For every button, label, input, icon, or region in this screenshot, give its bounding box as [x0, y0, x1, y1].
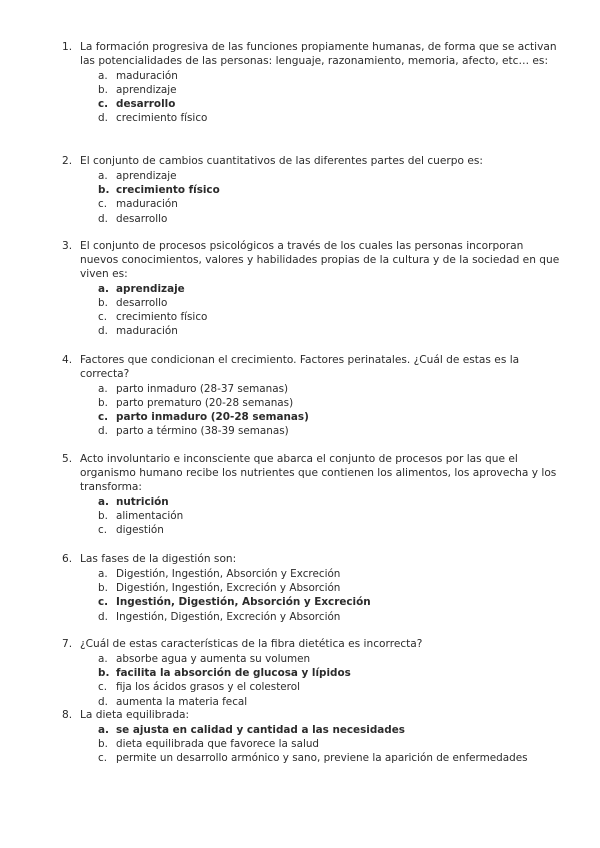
option-a [98, 495, 562, 509]
option-letter: d. [98, 112, 108, 125]
option-text: aprendizaje [116, 169, 177, 182]
option-text: parto prematuro (20-28 semanas) [116, 397, 294, 410]
option-letter: c. [98, 524, 108, 537]
question-number: 5. [62, 453, 73, 465]
option-b [98, 183, 562, 197]
option-d [98, 324, 562, 338]
option-a [98, 382, 562, 396]
option-text: permite un desarrollo armónico y sano, previene la aparición de enfermedades [116, 752, 528, 765]
option-letter: b. [98, 184, 110, 197]
question-number: 7. [62, 638, 73, 650]
option-letter: b. [98, 509, 108, 522]
options-list [62, 69, 562, 126]
option-text: absorbe agua y aumenta su volumen [116, 652, 311, 665]
option-letter: b. [98, 582, 108, 595]
option-text: Digestión, Ingestión, Excreción y Absorción [116, 582, 341, 595]
option-letter: d. [98, 610, 108, 623]
options-list [62, 652, 562, 709]
options-list [62, 169, 562, 226]
option-letter: d. [98, 695, 108, 708]
option-b [98, 396, 562, 410]
option-d [98, 111, 562, 125]
question-text: Factores que condicionan el crecimiento. Factores perinatales. ¿Cuál de estas es la correcta? [80, 354, 520, 380]
question-text: Acto involuntario e inconsciente que abarca el conjunto de procesos por las que el organismo humano recibe los nutrientes que contienen los alimentos, los aprovecha y los transforma: [80, 453, 557, 493]
option-text: facilita la absorción de glucosa y lípidos [116, 667, 351, 680]
option-letter: a. [98, 495, 109, 508]
option-b [98, 509, 562, 523]
question-text: La formación progresiva de las funciones propiamente humanas, de forma que se activan las potencialidades de las personas: lenguaje, razonamiento, memoria, afecto, etc… es: [80, 41, 557, 67]
option-letter: a. [98, 382, 108, 395]
option-letter: b. [98, 667, 110, 680]
question-4 [62, 354, 562, 439]
option-c [98, 310, 562, 324]
option-c [98, 523, 562, 537]
question-5 [62, 453, 562, 537]
option-text: crecimiento físico [116, 184, 220, 197]
question-7 [62, 638, 562, 709]
option-letter: c. [98, 311, 108, 324]
options-list [62, 723, 562, 766]
option-letter: a. [98, 282, 109, 295]
option-text: parto inmaduro (20-28 semanas) [116, 411, 309, 424]
option-b [98, 737, 562, 751]
option-text: nutrición [116, 495, 169, 508]
options-list [62, 282, 562, 339]
option-c [98, 197, 562, 211]
option-letter: c. [98, 98, 109, 111]
option-letter: d. [98, 212, 108, 225]
option-text: aprendizaje [116, 84, 177, 97]
option-letter: a. [98, 567, 108, 580]
question-text: ¿Cuál de estas características de la fibra dietética es incorrecta? [80, 638, 423, 650]
option-text: parto a término (38-39 semanas) [116, 425, 289, 438]
option-letter: b. [98, 397, 108, 410]
question-text: Las fases de la digestión son: [80, 553, 237, 565]
option-text: aprendizaje [116, 282, 185, 295]
option-letter: c. [98, 198, 108, 211]
option-letter: c. [98, 411, 109, 424]
option-text: desarrollo [116, 212, 168, 225]
option-d [98, 212, 562, 226]
option-d [98, 695, 562, 709]
option-a [98, 723, 562, 737]
question-8 [62, 709, 562, 766]
option-letter: a. [98, 169, 108, 182]
option-letter: b. [98, 296, 108, 309]
question-number: 1. [62, 41, 73, 53]
option-b [98, 296, 562, 310]
option-letter: c. [98, 752, 108, 765]
options-list [62, 567, 562, 624]
option-text: desarrollo [116, 296, 168, 309]
option-text: alimentación [116, 509, 184, 522]
option-text: crecimiento físico [116, 112, 208, 125]
option-letter: d. [98, 425, 108, 438]
question-1 [62, 41, 562, 126]
option-text: Ingestión, Digestión, Excreción y Absorción [116, 610, 341, 623]
option-letter: d. [98, 325, 108, 338]
option-letter: a. [98, 723, 109, 736]
option-letter: a. [98, 652, 108, 665]
option-a [98, 282, 562, 296]
option-text: fija los ácidos grasos y el colesterol [116, 681, 300, 694]
question-3 [62, 240, 562, 339]
question-number: 4. [62, 354, 73, 366]
option-a [98, 169, 562, 183]
option-c [98, 595, 562, 609]
option-letter: b. [98, 738, 108, 751]
option-a [98, 567, 562, 581]
option-text: aumenta la materia fecal [116, 695, 248, 708]
option-a [98, 69, 562, 83]
option-text: maduración [116, 198, 178, 211]
options-list [62, 495, 562, 538]
option-letter: a. [98, 69, 108, 82]
question-number: 3. [62, 240, 73, 252]
option-letter: c. [98, 681, 108, 694]
option-d [98, 610, 562, 624]
option-b [98, 83, 562, 97]
option-text: se ajusta en calidad y cantidad a las necesidades [116, 723, 405, 736]
option-text: crecimiento físico [116, 311, 208, 324]
option-text: desarrollo [116, 98, 176, 111]
option-text: Ingestión, Digestión, Absorción y Excreción [116, 596, 371, 609]
question-text: El conjunto de procesos psicológicos a través de los cuales las personas incorporan nuevos conocimientos, valores y habilidades propias de la cultura y de la sociedad en que viven es: [80, 240, 560, 280]
option-text: dieta equilibrada que favorece la salud [116, 738, 320, 751]
option-b [98, 666, 562, 680]
option-text: parto inmaduro (28-37 semanas) [116, 382, 289, 395]
option-text: Digestión, Ingestión, Absorción y Excreción [116, 567, 341, 580]
option-d [98, 424, 562, 438]
question-number: 8. [62, 709, 73, 721]
question-text: El conjunto de cambios cuantitativos de las diferentes partes del cuerpo es: [80, 155, 483, 167]
options-list [62, 382, 562, 439]
option-text: maduración [116, 325, 178, 338]
question-2 [62, 155, 562, 226]
option-a [98, 652, 562, 666]
question-text: La dieta equilibrada: [80, 709, 190, 721]
option-letter: c. [98, 596, 109, 609]
question-number: 2. [62, 155, 73, 167]
option-c [98, 97, 562, 111]
option-letter: b. [98, 84, 108, 97]
option-c [98, 751, 562, 765]
question-6 [62, 553, 562, 624]
option-text: maduración [116, 69, 178, 82]
option-text: digestión [116, 524, 164, 537]
question-number: 6. [62, 553, 73, 565]
option-c [98, 680, 562, 694]
option-b [98, 581, 562, 595]
option-c [98, 410, 562, 424]
